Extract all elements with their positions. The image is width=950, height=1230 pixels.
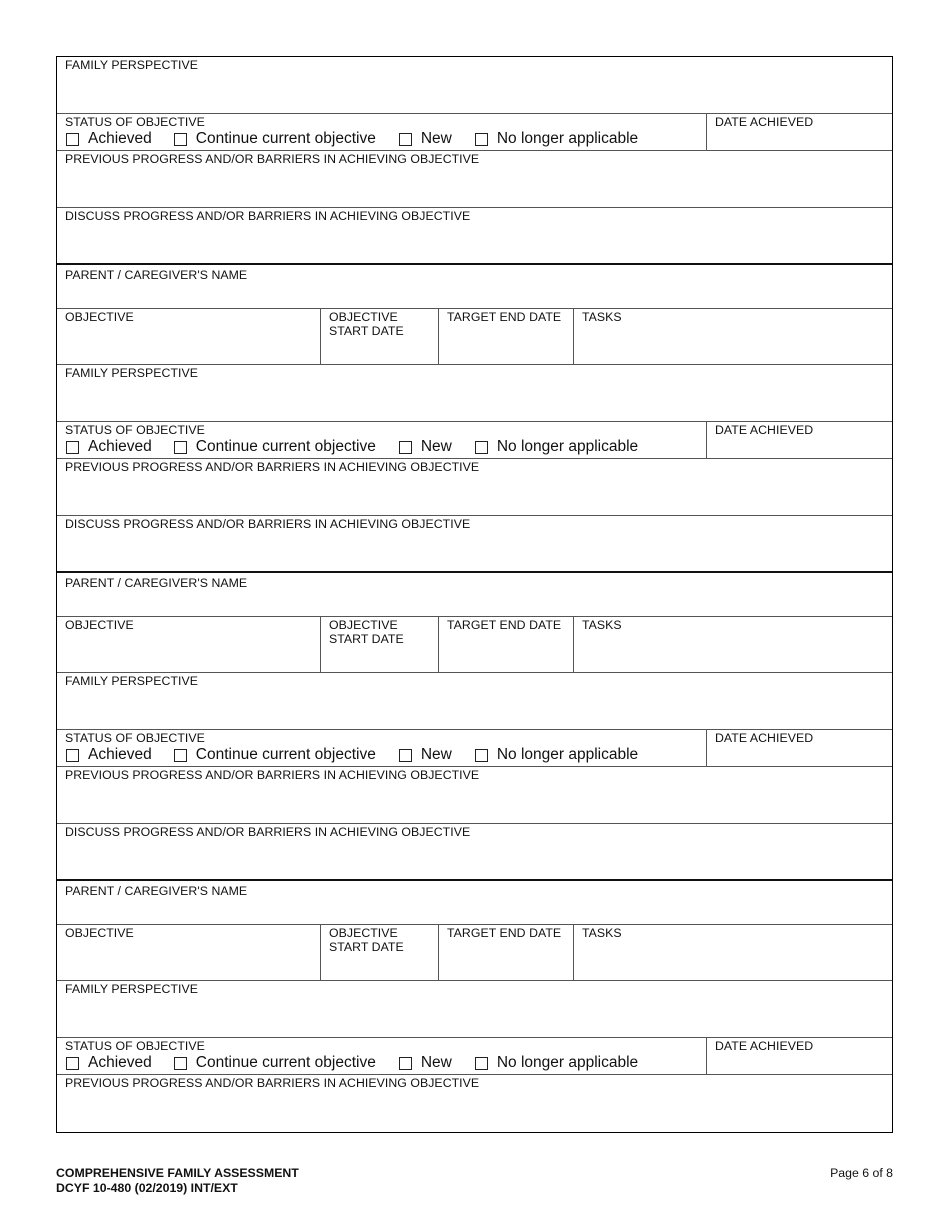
status-row: [57, 730, 892, 767]
field-label: OBJECTIVE: [65, 310, 134, 324]
date-achieved-field[interactable]: [706, 422, 892, 458]
checkbox-label: No longer applicable: [496, 1054, 639, 1071]
field-label: STATUS OF OBJECTIVE: [65, 731, 205, 745]
previous-progress-field[interactable]: [57, 459, 892, 516]
checkbox-label: Achieved: [88, 746, 152, 763]
field-label: PREVIOUS PROGRESS AND/OR BARRIERS IN ACHIEVING OBJECTIVE: [65, 460, 480, 474]
status-options: [66, 1054, 638, 1072]
field-label: FAMILY PERSPECTIVE: [65, 982, 199, 996]
status-options: [66, 746, 638, 764]
new-checkbox[interactable]: [399, 1054, 452, 1072]
discuss-progress-field[interactable]: [57, 824, 892, 881]
checkbox-box[interactable]: [475, 133, 488, 146]
field-label: OBJECTIVE START DATE: [329, 618, 404, 646]
field-label: OBJECTIVE: [65, 618, 134, 632]
family-perspective-field[interactable]: [57, 57, 892, 114]
field-label: PREVIOUS PROGRESS AND/OR BARRIERS IN ACHIEVING OBJECTIVE: [65, 768, 480, 782]
field-label: TARGET END DATE: [447, 310, 562, 324]
field-label: DISCUSS PROGRESS AND/OR BARRIERS IN ACHIEVING OBJECTIVE: [65, 517, 471, 531]
field-label: TASKS: [582, 310, 622, 324]
family-perspective-field[interactable]: [57, 365, 892, 422]
field-label: OBJECTIVE: [65, 926, 134, 940]
field-label: DATE ACHIEVED: [715, 731, 814, 745]
form-number: DCYF 10-480 (02/2019) INT/EXT: [56, 1181, 238, 1195]
checkbox-box[interactable]: [174, 749, 187, 762]
status-options: [66, 438, 638, 456]
field-label: TARGET END DATE: [447, 618, 562, 632]
status-row: [57, 1038, 892, 1075]
checkbox-box[interactable]: [66, 1057, 79, 1070]
field-label: PREVIOUS PROGRESS AND/OR BARRIERS IN ACHIEVING OBJECTIVE: [65, 152, 480, 166]
objective-row: [57, 925, 892, 981]
checkbox-box[interactable]: [66, 133, 79, 146]
field-label: PARENT / CAREGIVER'S NAME: [65, 884, 248, 898]
family-perspective-field[interactable]: [57, 673, 892, 730]
objective-field[interactable]: [57, 309, 320, 364]
objectives-form: [56, 56, 893, 1133]
achieved-checkbox[interactable]: [66, 1054, 152, 1072]
continue-objective-checkbox[interactable]: [174, 438, 376, 456]
checkbox-label: New: [420, 438, 452, 455]
new-checkbox[interactable]: [399, 130, 452, 148]
previous-progress-field[interactable]: [57, 1075, 892, 1132]
checkbox-label: No longer applicable: [496, 438, 639, 455]
continue-objective-checkbox[interactable]: [174, 130, 376, 148]
no-longer-applicable-checkbox[interactable]: [475, 130, 638, 148]
objective-row: [57, 617, 892, 673]
checkbox-box[interactable]: [174, 441, 187, 454]
checkbox-box[interactable]: [66, 441, 79, 454]
field-label: TASKS: [582, 618, 622, 632]
checkbox-box[interactable]: [66, 749, 79, 762]
page-number: Page 6 of 8: [830, 1166, 893, 1180]
checkbox-label: Continue current objective: [195, 1054, 376, 1071]
no-longer-applicable-checkbox[interactable]: [475, 1054, 638, 1072]
status-options: [66, 130, 638, 148]
checkbox-label: New: [420, 130, 452, 147]
status-of-objective-cell: [57, 422, 706, 458]
no-longer-applicable-checkbox[interactable]: [475, 746, 638, 764]
checkbox-box[interactable]: [174, 133, 187, 146]
objective-field[interactable]: [57, 925, 320, 980]
no-longer-applicable-checkbox[interactable]: [475, 438, 638, 456]
field-label: PARENT / CAREGIVER'S NAME: [65, 268, 248, 282]
checkbox-label: No longer applicable: [496, 746, 639, 763]
tasks-field[interactable]: [573, 617, 892, 672]
checkbox-box[interactable]: [475, 749, 488, 762]
field-label: OBJECTIVE START DATE: [329, 926, 404, 954]
checkbox-label: Continue current objective: [195, 746, 376, 763]
field-label: STATUS OF OBJECTIVE: [65, 423, 205, 437]
discuss-progress-field[interactable]: [57, 208, 892, 265]
target-end-date-field[interactable]: [438, 617, 573, 672]
parent-caregiver-name-field[interactable]: [57, 881, 892, 925]
field-label: DISCUSS PROGRESS AND/OR BARRIERS IN ACHIEVING OBJECTIVE: [65, 825, 471, 839]
status-of-objective-cell: [57, 730, 706, 766]
checkbox-label: Achieved: [88, 130, 152, 147]
checkbox-box[interactable]: [399, 441, 412, 454]
checkbox-box[interactable]: [475, 441, 488, 454]
tasks-field[interactable]: [573, 925, 892, 980]
objective-start-date-field[interactable]: [320, 309, 438, 364]
objective-row: [57, 309, 892, 365]
achieved-checkbox[interactable]: [66, 438, 152, 456]
checkbox-label: Continue current objective: [195, 130, 376, 147]
field-label: PARENT / CAREGIVER'S NAME: [65, 576, 248, 590]
new-checkbox[interactable]: [399, 746, 452, 764]
achieved-checkbox[interactable]: [66, 130, 152, 148]
field-label: DATE ACHIEVED: [715, 423, 814, 437]
field-label: FAMILY PERSPECTIVE: [65, 674, 199, 688]
checkbox-box[interactable]: [399, 749, 412, 762]
field-label: FAMILY PERSPECTIVE: [65, 366, 199, 380]
form-footer: [56, 1166, 299, 1196]
field-label: DATE ACHIEVED: [715, 1039, 814, 1053]
parent-caregiver-name-field[interactable]: [57, 573, 892, 617]
family-perspective-field[interactable]: [57, 981, 892, 1038]
objective-start-date-field[interactable]: [320, 617, 438, 672]
checkbox-box[interactable]: [399, 1057, 412, 1070]
checkbox-label: New: [420, 746, 452, 763]
tasks-field[interactable]: [573, 309, 892, 364]
field-label: FAMILY PERSPECTIVE: [65, 58, 199, 72]
checkbox-label: Continue current objective: [195, 438, 376, 455]
discuss-progress-field[interactable]: [57, 516, 892, 573]
field-label: STATUS OF OBJECTIVE: [65, 115, 205, 129]
status-row: [57, 422, 892, 459]
date-achieved-field[interactable]: [706, 1038, 892, 1074]
field-label: TARGET END DATE: [447, 926, 562, 940]
objective-field[interactable]: [57, 617, 320, 672]
form-title: COMPREHENSIVE FAMILY ASSESSMENT: [56, 1166, 299, 1180]
new-checkbox[interactable]: [399, 438, 452, 456]
target-end-date-field[interactable]: [438, 309, 573, 364]
previous-progress-field[interactable]: [57, 767, 892, 824]
continue-objective-checkbox[interactable]: [174, 746, 376, 764]
checkbox-box[interactable]: [399, 133, 412, 146]
status-row: [57, 114, 892, 151]
achieved-checkbox[interactable]: [66, 746, 152, 764]
target-end-date-field[interactable]: [438, 925, 573, 980]
field-label: STATUS OF OBJECTIVE: [65, 1039, 205, 1053]
checkbox-label: No longer applicable: [496, 130, 639, 147]
checkbox-box[interactable]: [174, 1057, 187, 1070]
field-label: DISCUSS PROGRESS AND/OR BARRIERS IN ACHIEVING OBJECTIVE: [65, 209, 471, 223]
date-achieved-field[interactable]: [706, 114, 892, 150]
status-of-objective-cell: [57, 114, 706, 150]
field-label: OBJECTIVE START DATE: [329, 310, 404, 338]
checkbox-label: Achieved: [88, 1054, 152, 1071]
previous-progress-field[interactable]: [57, 151, 892, 208]
checkbox-label: New: [420, 1054, 452, 1071]
field-label: DATE ACHIEVED: [715, 115, 814, 129]
parent-caregiver-name-field[interactable]: [57, 265, 892, 309]
field-label: PREVIOUS PROGRESS AND/OR BARRIERS IN ACHIEVING OBJECTIVE: [65, 1076, 480, 1090]
status-of-objective-cell: [57, 1038, 706, 1074]
checkbox-box[interactable]: [475, 1057, 488, 1070]
checkbox-label: Achieved: [88, 438, 152, 455]
continue-objective-checkbox[interactable]: [174, 1054, 376, 1072]
date-achieved-field[interactable]: [706, 730, 892, 766]
field-label: TASKS: [582, 926, 622, 940]
objective-start-date-field[interactable]: [320, 925, 438, 980]
